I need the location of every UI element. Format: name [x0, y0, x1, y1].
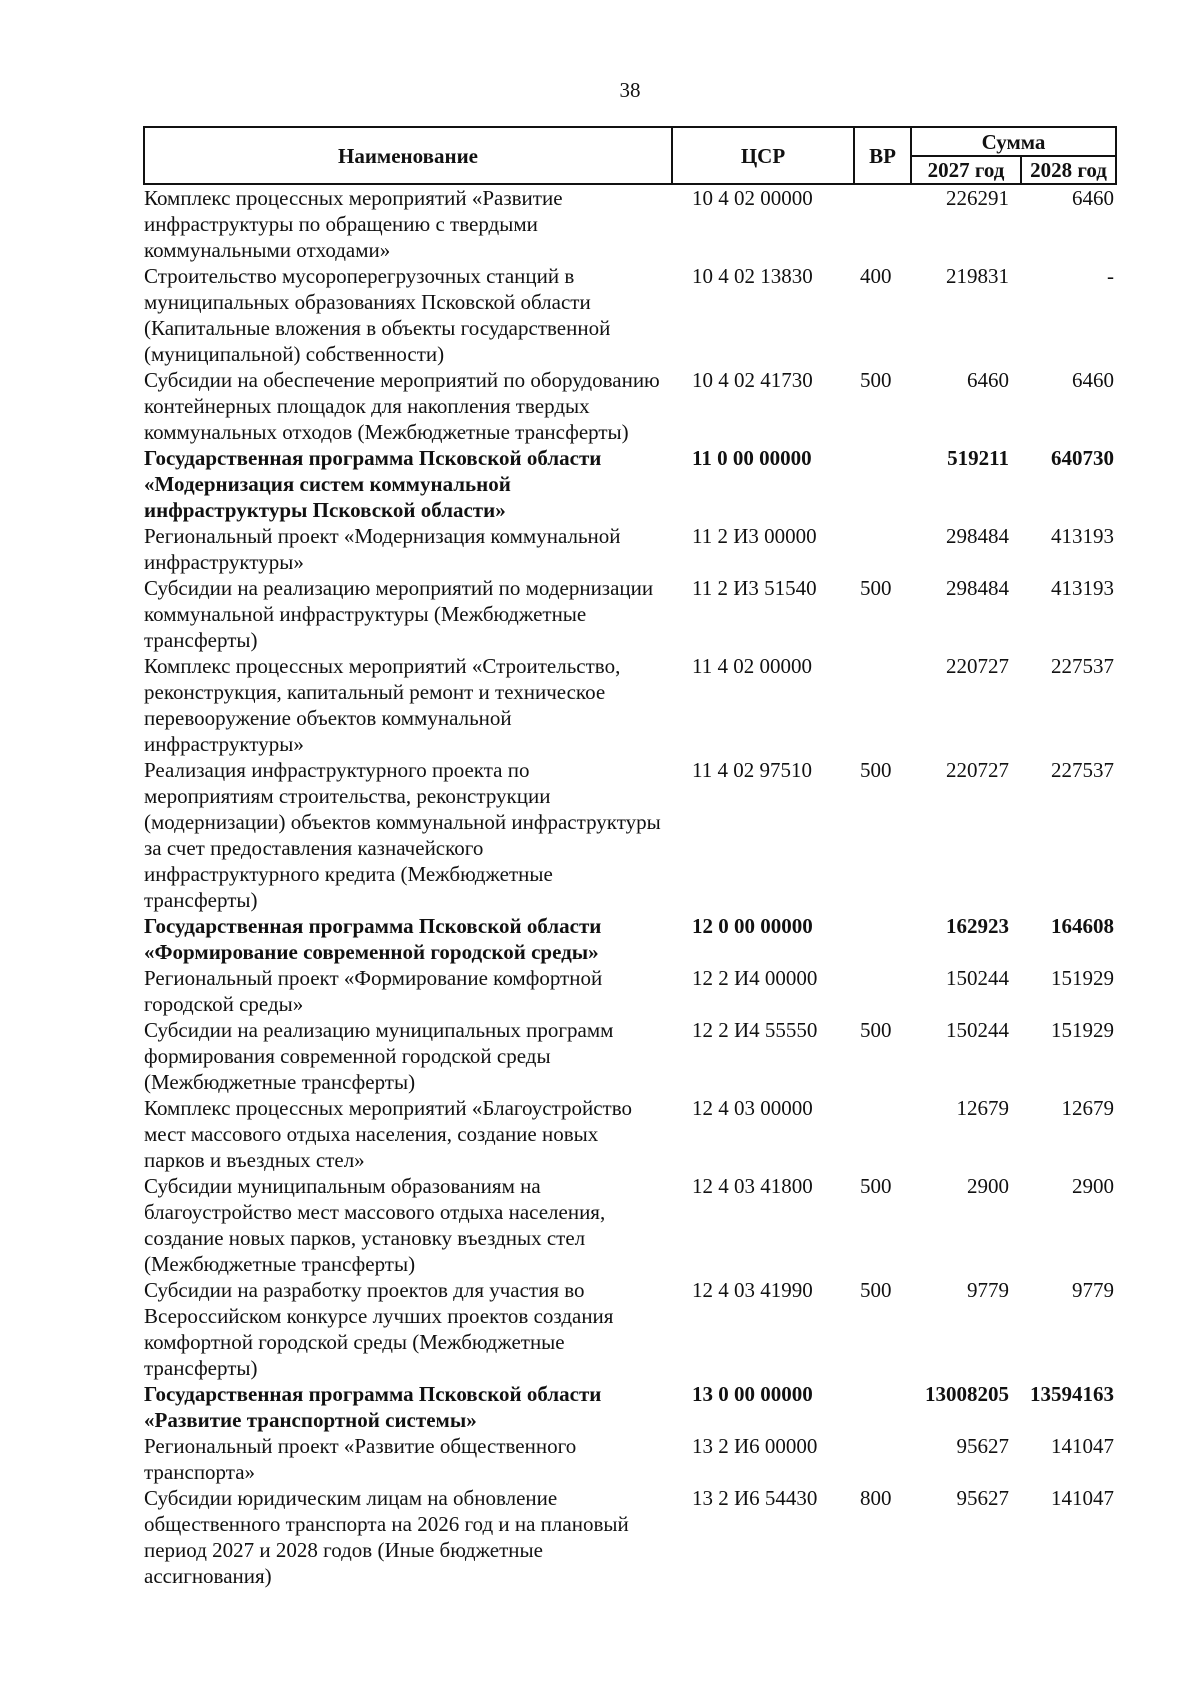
row-csr: 13 2 И6 54430: [692, 1486, 818, 1510]
row-name: Государственная программа Псковской области «Развитие транспортной системы»: [144, 1382, 602, 1432]
row-sum-2027: 9779: [967, 1278, 1009, 1302]
row-vr: 500: [860, 1174, 892, 1198]
row-name: Реализация инфраструктурного проекта по мероприятиям строительства, реконструкции (модернизации) объектов коммунальной инфраструктуры за счет предоставления казначейского инфраструктурного кредита (Межбюджетные трансферты): [144, 758, 661, 912]
row-csr: 13 0 00 00000: [692, 1382, 813, 1406]
row-sum-2028: 413193: [1051, 524, 1114, 548]
row-sum-2027: 298484: [946, 524, 1009, 548]
row-vr: [854, 1433, 911, 1485]
row-vr: [854, 653, 911, 757]
row-csr: 11 2 И3 51540: [692, 576, 817, 600]
row-sum-2027: 6460: [967, 368, 1009, 392]
row-sum-2028: -: [1107, 264, 1114, 288]
table-row: [144, 184, 1116, 263]
row-name: Государственная программа Псковской области «Формирование современной городской среды»: [144, 914, 602, 964]
row-csr: 12 2 И4 00000: [692, 966, 818, 990]
row-vr: 500: [860, 576, 892, 600]
row-sum-2028: 6460: [1072, 186, 1114, 210]
table-row: [144, 1381, 1116, 1433]
row-name: Субсидии на разработку проектов для участия во Всероссийском конкурсе лучших проектов создания комфортной городской среды (Межбюджетные трансферты): [144, 1278, 614, 1380]
table-row: [144, 653, 1116, 757]
row-vr: [854, 913, 911, 965]
row-sum-2028: 413193: [1051, 576, 1114, 600]
row-csr: 13 2 И6 00000: [692, 1434, 818, 1458]
row-name: Комплекс процессных мероприятий «Строительство, реконструкция, капитальный ремонт и техническое перевооружение объектов коммунальной инфраструктуры»: [144, 654, 621, 756]
table-row: [144, 1485, 1116, 1589]
table-body: [144, 184, 1116, 1589]
row-sum-2027: 220727: [946, 654, 1009, 678]
row-sum-2028: 227537: [1051, 654, 1114, 678]
row-csr: 11 0 00 00000: [692, 446, 812, 470]
table-row: [144, 1017, 1116, 1095]
row-name: Региональный проект «Формирование комфортной городской среды»: [144, 966, 603, 1016]
row-sum-2028: 151929: [1051, 966, 1114, 990]
row-name: Субсидии на реализацию муниципальных программ формирования современной городской среды (Межбюджетные трансферты): [144, 1018, 614, 1094]
row-sum-2027: 13008205: [925, 1382, 1009, 1406]
row-csr: 11 4 02 97510: [692, 758, 812, 782]
row-sum-2027: 150244: [946, 966, 1009, 990]
budget-table: [143, 126, 1117, 1589]
table-row: [144, 757, 1116, 913]
row-csr: 10 4 02 41730: [692, 368, 813, 392]
row-sum-2028: 9779: [1072, 1278, 1114, 1302]
row-sum-2027: 150244: [946, 1018, 1009, 1042]
row-sum-2028: 151929: [1051, 1018, 1114, 1042]
row-csr: 12 4 03 41990: [692, 1278, 813, 1302]
header-csr: ЦСР: [672, 127, 854, 184]
header-sum: Сумма: [911, 127, 1116, 156]
row-sum-2027: 220727: [946, 758, 1009, 782]
row-vr: 500: [860, 758, 892, 782]
row-vr: 500: [860, 1278, 892, 1302]
table-row: [144, 263, 1116, 367]
row-sum-2028: 12679: [1061, 1096, 1114, 1120]
table-row: [144, 913, 1116, 965]
row-csr: 11 4 02 00000: [692, 654, 812, 678]
header-name: Наименование: [144, 127, 672, 184]
row-sum-2028: 2900: [1072, 1174, 1114, 1198]
row-vr: 400: [860, 264, 892, 288]
row-sum-2027: 519211: [947, 446, 1009, 470]
table-row: [144, 445, 1116, 523]
row-vr: [854, 523, 911, 575]
row-sum-2028: 141047: [1051, 1434, 1114, 1458]
row-sum-2028: 164608: [1051, 914, 1114, 938]
row-csr: 10 4 02 13830: [692, 264, 813, 288]
row-sum-2027: 12679: [956, 1096, 1009, 1120]
row-sum-2028: 6460: [1072, 368, 1114, 392]
row-sum-2027: 95627: [956, 1434, 1009, 1458]
table-row: [144, 1277, 1116, 1381]
header-vr: ВР: [854, 127, 911, 184]
page-number: 38: [619, 78, 641, 102]
header-year-2027: 2027 год: [911, 156, 1021, 184]
row-name: Субсидии муниципальным образованиям на благоустройство мест массового отдыха населения, создание новых парков, установку въездных стел (Межбюджетные трансферты): [144, 1174, 606, 1276]
row-vr: [854, 184, 911, 263]
table-row: [144, 965, 1116, 1017]
row-csr: 10 4 02 00000: [692, 186, 813, 210]
row-sum-2027: 298484: [946, 576, 1009, 600]
table-row: [144, 1173, 1116, 1277]
row-name: Региональный проект «Развитие общественного транспорта»: [144, 1434, 577, 1484]
row-name: Субсидии на обеспечение мероприятий по оборудованию контейнерных площадок для накопления твердых коммунальных отходов (Межбюджетные трансферты): [144, 368, 660, 444]
row-csr: 12 4 03 41800: [692, 1174, 813, 1198]
table-row: [144, 1433, 1116, 1485]
row-vr: [854, 965, 911, 1017]
row-csr: 11 2 И3 00000: [692, 524, 817, 548]
row-sum-2028: 141047: [1051, 1486, 1114, 1510]
row-sum-2027: 2900: [967, 1174, 1009, 1198]
row-sum-2027: 219831: [946, 264, 1009, 288]
row-csr: 12 0 00 00000: [692, 914, 813, 938]
table-header: [144, 127, 1116, 184]
row-sum-2027: 162923: [946, 914, 1009, 938]
row-name: Государственная программа Псковской области «Модернизация систем коммунальной инфраструктуры Псковской области»: [144, 446, 602, 522]
row-name: Субсидии на реализацию мероприятий по модернизации коммунальной инфраструктуры (Межбюджетные трансферты): [144, 576, 654, 652]
row-sum-2028: 227537: [1051, 758, 1114, 782]
row-name: Строительство мусороперегрузочных станций в муниципальных образованиях Псковской области (Капитальные вложения в объекты государственной (муниципальной) собственности): [144, 264, 611, 366]
row-name: Региональный проект «Модернизация коммунальной инфраструктуры»: [144, 524, 621, 574]
row-csr: 12 2 И4 55550: [692, 1018, 818, 1042]
row-vr: [854, 445, 911, 523]
row-vr: 500: [860, 1018, 892, 1042]
row-name: Комплекс процессных мероприятий «Развитие инфраструктуры по обращению с твердыми коммунальными отходами»: [144, 186, 563, 262]
table-row: [144, 367, 1116, 445]
row-csr: 12 4 03 00000: [692, 1096, 813, 1120]
table-row: [144, 523, 1116, 575]
row-sum-2028: 640730: [1051, 446, 1114, 470]
table-row: [144, 575, 1116, 653]
row-vr: [854, 1381, 911, 1433]
row-sum-2028: 13594163: [1030, 1382, 1114, 1406]
row-vr: 800: [860, 1486, 892, 1510]
row-name: Субсидии юридическим лицам на обновление общественного транспорта на 2026 год и на плановый период 2027 и 2028 годов (Иные бюджетные ассигнования): [144, 1486, 629, 1588]
row-vr: [854, 1095, 911, 1173]
table-row: [144, 1095, 1116, 1173]
row-sum-2027: 95627: [956, 1486, 1009, 1510]
row-name: Комплекс процессных мероприятий «Благоустройство мест массового отдыха населения, создание новых парков и въездных стел»: [144, 1096, 632, 1172]
row-sum-2027: 226291: [946, 186, 1009, 210]
header-year-2028: 2028 год: [1021, 156, 1116, 184]
row-vr: 500: [860, 368, 892, 392]
